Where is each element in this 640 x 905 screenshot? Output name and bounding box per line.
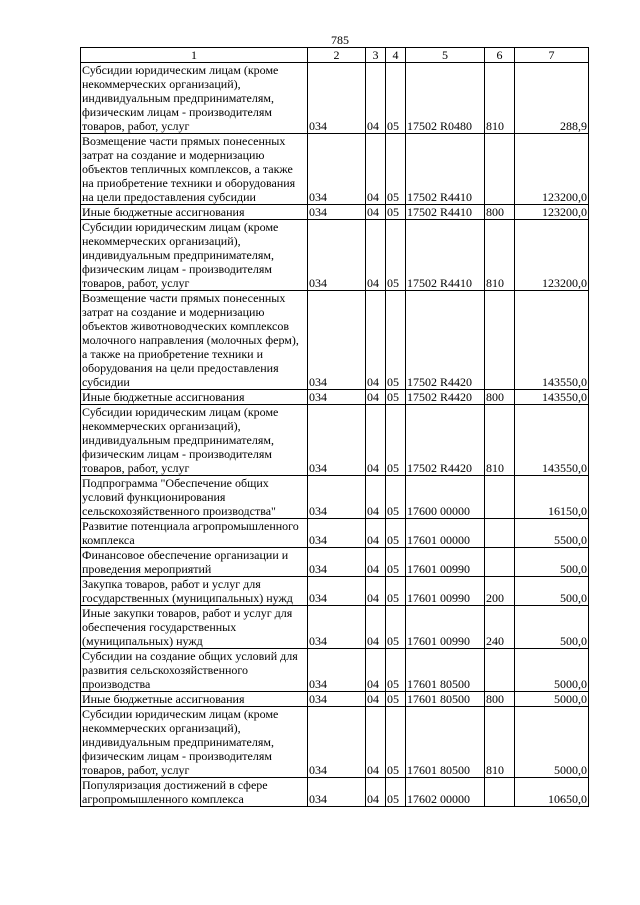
target-article-cell: 17601 00000 [406,519,485,548]
amount-cell: 500,0 [515,606,589,649]
subsection-cell: 05 [386,476,406,519]
header-cell-6: 6 [485,48,515,63]
subsection-cell: 05 [386,548,406,577]
row-name-cell: Иные бюджетные ассигнования [81,692,308,707]
subsection-cell: 05 [386,519,406,548]
header-cell-2: 2 [308,48,366,63]
amount-cell: 5000,0 [515,707,589,778]
target-article-cell: 17502 R4410 [406,205,485,220]
target-article-cell: 17502 R4410 [406,134,485,205]
header-cell-7: 7 [515,48,589,63]
amount-cell: 10650,0 [515,778,589,807]
table-row [81,476,589,519]
admin-code-cell: 034 [308,577,366,606]
admin-code-cell: 034 [308,519,366,548]
expense-type-cell: 810 [485,63,515,134]
expense-type-cell: 800 [485,205,515,220]
amount-cell: 143550,0 [515,291,589,390]
target-article-cell: 17601 80500 [406,707,485,778]
table-row [81,606,589,649]
header-cell-4: 4 [386,48,406,63]
admin-code-cell: 034 [308,63,366,134]
target-article-cell: 17502 R4410 [406,220,485,291]
section-cell: 04 [366,649,386,692]
section-cell: 04 [366,707,386,778]
header-row [81,48,589,63]
amount-cell: 16150,0 [515,476,589,519]
admin-code-cell: 034 [308,649,366,692]
table-body [81,63,589,807]
expense-type-cell [485,778,515,807]
admin-code-cell: 034 [308,134,366,205]
target-article-cell: 17601 00990 [406,548,485,577]
section-cell: 04 [366,390,386,405]
row-name-cell: Иные бюджетные ассигнования [81,390,308,405]
amount-cell: 123200,0 [515,134,589,205]
section-cell: 04 [366,205,386,220]
section-cell: 04 [366,63,386,134]
row-name-cell: Иные закупки товаров, работ и услуг для обеспечения государственных (муниципальных) нужд [81,606,308,649]
expense-type-cell: 810 [485,220,515,291]
expense-type-cell [485,519,515,548]
table-row [81,548,589,577]
subsection-cell: 05 [386,606,406,649]
expense-type-cell [485,476,515,519]
amount-cell: 500,0 [515,577,589,606]
table-row [81,778,589,807]
target-article-cell: 17502 R4420 [406,405,485,476]
subsection-cell: 05 [386,405,406,476]
target-article-cell: 17602 00000 [406,778,485,807]
table-row [81,692,589,707]
expense-type-cell [485,649,515,692]
expense-type-cell: 200 [485,577,515,606]
amount-cell: 5000,0 [515,692,589,707]
row-name-cell: Субсидии юридическим лицам (кроме некоммерческих организаций), индивидуальным предпринимателям, физическим лицам - производителям товаров, работ, услуг [81,405,308,476]
target-article-cell: 17601 80500 [406,649,485,692]
section-cell: 04 [366,220,386,291]
expense-type-cell: 800 [485,692,515,707]
subsection-cell: 05 [386,649,406,692]
amount-cell: 288,9 [515,63,589,134]
row-name-cell: Популяризация достижений в сфере агропромышленного комплекса [81,778,308,807]
table-row [81,519,589,548]
expense-type-cell: 810 [485,707,515,778]
admin-code-cell: 034 [308,707,366,778]
subsection-cell: 05 [386,63,406,134]
admin-code-cell: 034 [308,606,366,649]
target-article-cell: 17601 00990 [406,577,485,606]
subsection-cell: 05 [386,707,406,778]
admin-code-cell: 034 [308,405,366,476]
subsection-cell: 05 [386,291,406,390]
table-row [81,63,589,134]
row-name-cell: Субсидии юридическим лицам (кроме некоммерческих организаций), индивидуальным предпринимателям, физическим лицам - производителям товаров, работ, услуг [81,707,308,778]
row-name-cell: Субсидии юридическим лицам (кроме некоммерческих организаций), индивидуальным предпринимателям, физическим лицам - производителям товаров, работ, услуг [81,63,308,134]
amount-cell: 500,0 [515,548,589,577]
target-article-cell: 17502 R4420 [406,390,485,405]
amount-cell: 123200,0 [515,220,589,291]
subsection-cell: 05 [386,577,406,606]
section-cell: 04 [366,606,386,649]
target-article-cell: 17600 00000 [406,476,485,519]
section-cell: 04 [366,577,386,606]
table-row [81,649,589,692]
expense-type-cell: 240 [485,606,515,649]
section-cell: 04 [366,134,386,205]
amount-cell: 143550,0 [515,390,589,405]
row-name-cell: Субсидии на создание общих условий для развития сельскохозяйственного производства [81,649,308,692]
admin-code-cell: 034 [308,291,366,390]
row-name-cell: Подпрограмма "Обеспечение общих условий функционирования сельскохозяйственного производства" [81,476,308,519]
expense-type-cell [485,548,515,577]
header-cell-3: 3 [366,48,386,63]
admin-code-cell: 034 [308,205,366,220]
header-cell-5: 5 [406,48,485,63]
row-name-cell: Возмещение части прямых понесенных затрат на создание и модернизацию объектов животноводческих комплексов молочного направления (молочных ферм), а также на приобретение техники и оборудования на цели предоставления субсидии [81,291,308,390]
row-name-cell: Закупка товаров, работ и услуг для государственных (муниципальных) нужд [81,577,308,606]
table-row [81,405,589,476]
admin-code-cell: 034 [308,220,366,291]
page-number: 785 [331,33,349,47]
row-name-cell: Возмещение части прямых понесенных затрат на создание и модернизацию объектов тепличных комплексов, а также на приобретение техники и оборудования на цели предоставления субсидии [81,134,308,205]
subsection-cell: 05 [386,692,406,707]
admin-code-cell: 034 [308,476,366,519]
budget-table [80,47,589,807]
amount-cell: 5500,0 [515,519,589,548]
amount-cell: 5000,0 [515,649,589,692]
table-row [81,134,589,205]
row-name-cell: Иные бюджетные ассигнования [81,205,308,220]
subsection-cell: 05 [386,390,406,405]
admin-code-cell: 034 [308,692,366,707]
row-name-cell: Субсидии юридическим лицам (кроме некоммерческих организаций), индивидуальным предпринимателям, физическим лицам - производителям товаров, работ, услуг [81,220,308,291]
expense-type-cell [485,291,515,390]
section-cell: 04 [366,548,386,577]
subsection-cell: 05 [386,778,406,807]
subsection-cell: 05 [386,220,406,291]
header-cell-1: 1 [81,48,308,63]
section-cell: 04 [366,291,386,390]
target-article-cell: 17601 00990 [406,606,485,649]
admin-code-cell: 034 [308,390,366,405]
expense-type-cell: 810 [485,405,515,476]
admin-code-cell: 034 [308,548,366,577]
table-row [81,205,589,220]
admin-code-cell: 034 [308,778,366,807]
row-name-cell: Финансовое обеспечение организации и проведения мероприятий [81,548,308,577]
target-article-cell: 17502 R0480 [406,63,485,134]
section-cell: 04 [366,692,386,707]
table-row [81,707,589,778]
table-row [81,220,589,291]
expense-type-cell [485,134,515,205]
section-cell: 04 [366,778,386,807]
section-cell: 04 [366,405,386,476]
table-row [81,577,589,606]
table-row [81,390,589,405]
subsection-cell: 05 [386,134,406,205]
subsection-cell: 05 [386,205,406,220]
table-row [81,291,589,390]
target-article-cell: 17502 R4420 [406,291,485,390]
section-cell: 04 [366,476,386,519]
target-article-cell: 17601 80500 [406,692,485,707]
amount-cell: 143550,0 [515,405,589,476]
section-cell: 04 [366,519,386,548]
amount-cell: 123200,0 [515,205,589,220]
expense-type-cell: 800 [485,390,515,405]
row-name-cell: Развитие потенциала агропромышленного комплекса [81,519,308,548]
